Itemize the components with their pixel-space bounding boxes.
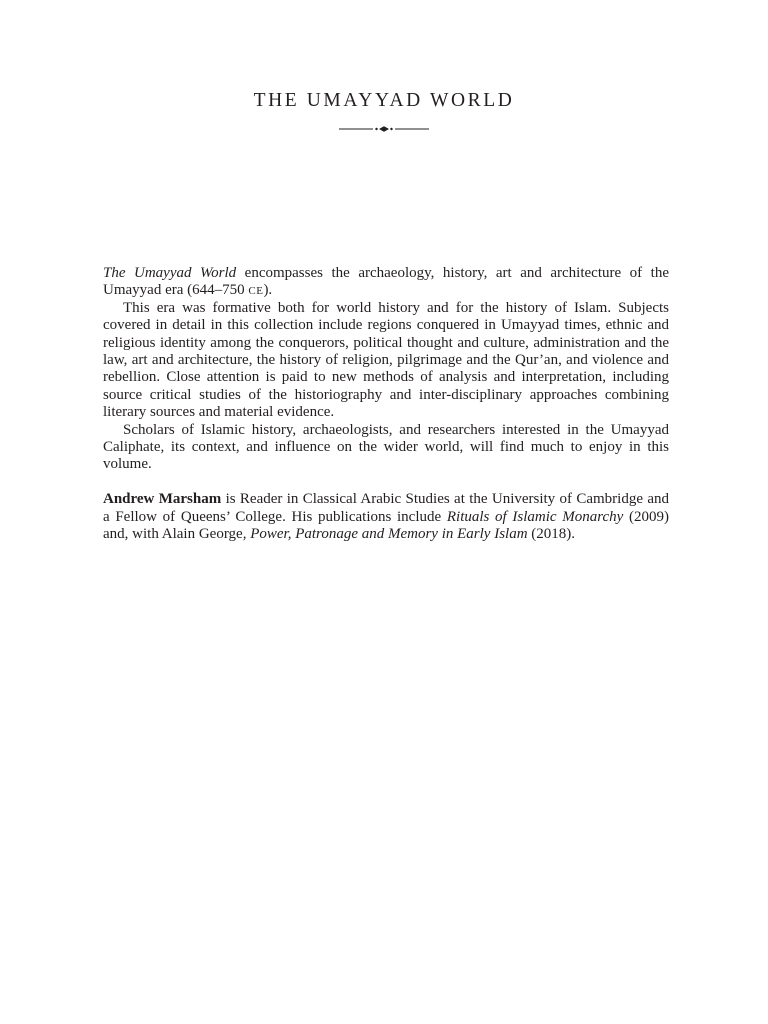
book-title: Power, Patronage and Memory in Early Islam: [250, 526, 528, 543]
book-description: [103, 265, 669, 543]
series-title: THE UMAYYAD WORLD: [253, 90, 515, 111]
description-paragraph-3: Scholars of Islamic history, archaeologists, and researchers interested in the Umayyad Caliphate, its context, and influence on the wider world, will find much to enjoy in this volume.: [103, 421, 669, 473]
rule-diamond-ornament-icon: [337, 123, 431, 135]
description-paragraph-1: The Umayyad World encompasses the archaeology, history, art and architecture of the Umayyad era (644–750 ce).: [103, 265, 669, 299]
editor-name: Andrew Marsham: [103, 491, 222, 508]
era-abbreviation: ce: [248, 282, 264, 299]
series-title-italic: The Umayyad World: [103, 265, 237, 281]
book-title: Rituals of Islamic Monarchy: [446, 508, 624, 525]
description-paragraph-2: This era was formative both for world history and for the history of Islam. Subjects covered in detail in this collection include regions conquered in Umayyad times, ethnic and religious identity among the conquerors, political thought and culture, administration and the law, art and architecture, the history of religion, pilgrimage and the Qur’an, and violence and rebellion. Close attention is paid to new methods of analysis and interpretation, including source critical studies of the historiography and inter-disciplinary approaches combining literary sources and material evidence.: [103, 299, 669, 421]
editor-bio: Andrew Marsham is Reader in Classical Arabic Studies at the University of Cambridge and a Fellow of Queens’ College. His publications include Rituals of Islamic Monarchy (2009) and, with Alain George, Power, Patronage and Memory in Early Islam (2018).: [103, 491, 669, 543]
